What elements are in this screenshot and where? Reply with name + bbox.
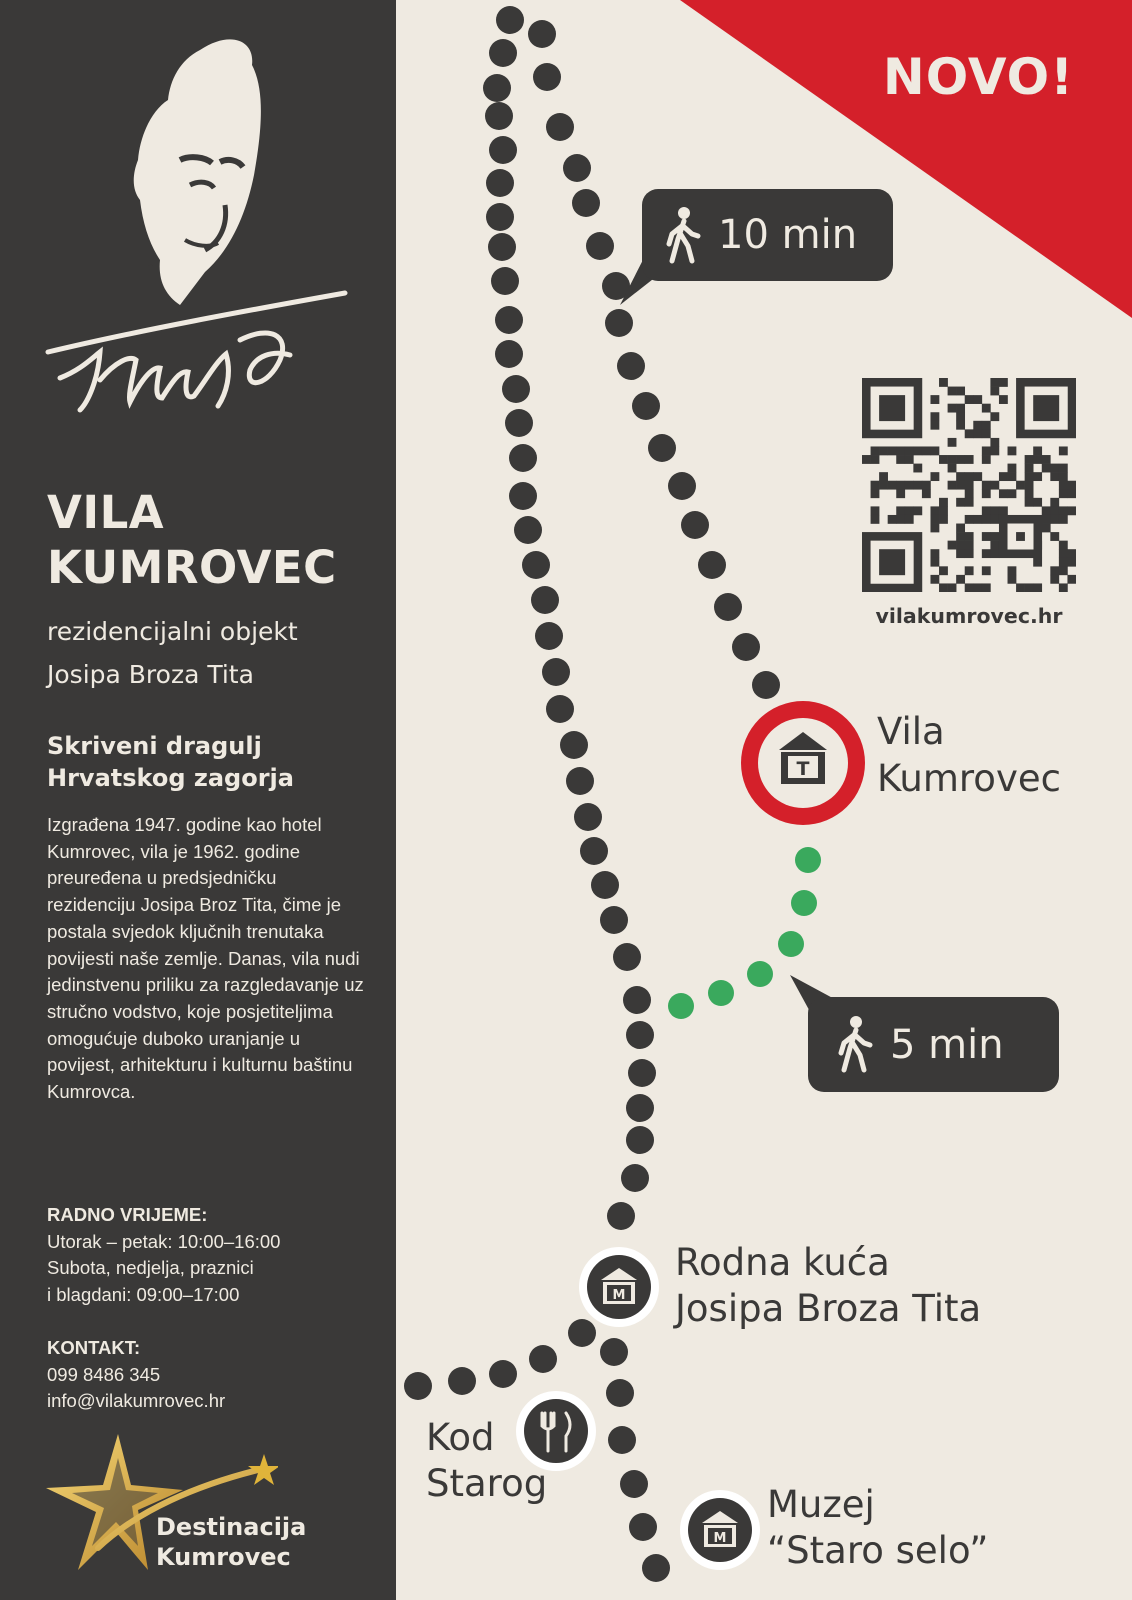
route-dot bbox=[546, 695, 574, 723]
route-dot bbox=[489, 1360, 517, 1388]
opening-hours-weekdays: Utorak – petak: 10:00–16:00 bbox=[47, 1230, 281, 1252]
vila-marker-letter: T bbox=[796, 758, 810, 780]
route-dot bbox=[620, 1470, 648, 1498]
route-dot bbox=[509, 482, 537, 510]
route-dot bbox=[632, 392, 660, 420]
opening-hours-holidays: i blagdani: 09:00–17:00 bbox=[47, 1284, 240, 1306]
opening-hours-weekend: Subota, nedjelja, praznici bbox=[47, 1257, 254, 1279]
route-dot bbox=[566, 767, 594, 795]
venue-tagline-line2: Hrvatskog zagorja bbox=[47, 764, 294, 792]
route-dot bbox=[732, 633, 760, 661]
venue-subtitle-line1: rezidencijalni objekt bbox=[47, 617, 298, 646]
place-vila-line1: Vila bbox=[877, 710, 945, 753]
route-dot bbox=[509, 444, 537, 472]
venue-title-line1: VILA bbox=[47, 486, 165, 539]
venue-subtitle bbox=[47, 610, 298, 696]
route-dot bbox=[617, 352, 645, 380]
walk-time-bubble-vila bbox=[642, 189, 893, 281]
qr-url[interactable]: vilakumrovec.hr bbox=[875, 604, 1063, 628]
route-dot bbox=[600, 906, 628, 934]
route-dot bbox=[605, 309, 633, 337]
signature bbox=[48, 293, 345, 410]
route-dot bbox=[489, 39, 517, 67]
route-dot bbox=[648, 434, 676, 462]
route-dot bbox=[514, 516, 542, 544]
route-dot bbox=[714, 593, 742, 621]
walking-person-icon bbox=[834, 1015, 874, 1073]
route-dot bbox=[488, 233, 516, 261]
destination-label bbox=[156, 1512, 306, 1572]
place-vila-line2: Kumrovec bbox=[877, 757, 1061, 800]
contact-email[interactable]: info@vilakumrovec.hr bbox=[47, 1390, 226, 1412]
route-dot bbox=[752, 671, 780, 699]
route-dot bbox=[483, 74, 511, 102]
walking-person-icon bbox=[662, 206, 702, 264]
route-dot bbox=[528, 20, 556, 48]
route-dot bbox=[623, 986, 651, 1014]
route-dot bbox=[628, 1059, 656, 1087]
route-dot bbox=[495, 340, 523, 368]
route-dot bbox=[489, 136, 517, 164]
place-rodna-line1: Rodna kuća bbox=[675, 1241, 890, 1284]
route-dot bbox=[529, 1345, 557, 1373]
walking-path-dot bbox=[791, 890, 817, 916]
route-dot bbox=[560, 731, 588, 759]
place-kod-line2: Starog bbox=[426, 1462, 548, 1505]
route-dot bbox=[698, 551, 726, 579]
route-dot bbox=[607, 1202, 635, 1230]
route-dot bbox=[626, 1094, 654, 1122]
qr-code[interactable] bbox=[862, 378, 1076, 592]
route-dot bbox=[608, 1426, 636, 1454]
opening-hours bbox=[47, 1202, 280, 1309]
place-label-muzej bbox=[767, 1482, 988, 1574]
route-dot bbox=[542, 658, 570, 686]
route-dot bbox=[668, 472, 696, 500]
route-dot bbox=[496, 6, 524, 34]
opening-hours-heading: RADNO VRIJEME: bbox=[47, 1204, 208, 1225]
route-dot bbox=[613, 943, 641, 971]
route-dot bbox=[495, 306, 523, 334]
route-dot bbox=[404, 1372, 432, 1400]
walk-time-vila: 10 min bbox=[718, 212, 858, 258]
place-label-rodna-kuca bbox=[675, 1240, 981, 1332]
route-dot bbox=[629, 1513, 657, 1541]
route-dot bbox=[486, 203, 514, 231]
route-dot bbox=[621, 1164, 649, 1192]
route-dot bbox=[591, 871, 619, 899]
route-dot bbox=[626, 1021, 654, 1049]
route-dot bbox=[502, 375, 530, 403]
route-dot bbox=[586, 232, 614, 260]
venue-tagline bbox=[47, 730, 294, 794]
route-dot bbox=[485, 102, 513, 130]
info-sidebar bbox=[0, 0, 396, 1600]
venue-title-line2: KUMROVEC bbox=[47, 541, 337, 594]
contact-heading: KONTAKT: bbox=[47, 1337, 141, 1358]
route-dot bbox=[580, 837, 608, 865]
rodna-kuca-marker[interactable] bbox=[579, 1247, 659, 1327]
venue-description: Izgrađena 1947. godine kao hotel Kumrovec, vila je 1962. godine preuređena u predsjedničku rezidenciju Josipa Broz Tita, čime je postala svjedok ključnih trenutaka povijesti naše zemlje. Danas, vila nudi jedinstvenu priliku za razgledavanje uz stručno vodstvo, koje posjetiteljima omogućuje duboko uranjanje u povijest, arhitekturu i kulturnu baštinu Kumrovca. bbox=[47, 814, 364, 1103]
muzej-marker[interactable] bbox=[680, 1490, 760, 1570]
place-label-kod-starog bbox=[426, 1415, 547, 1507]
route-dot bbox=[572, 189, 600, 217]
route-dot bbox=[568, 1319, 596, 1347]
portrait-illustration bbox=[40, 10, 360, 430]
walking-path-dot bbox=[708, 980, 734, 1006]
route-dot bbox=[491, 267, 519, 295]
place-kod-line1: Kod bbox=[426, 1416, 495, 1459]
route-dot bbox=[600, 1338, 628, 1366]
place-rodna-line2: Josipa Broza Tita bbox=[675, 1287, 982, 1330]
place-muzej-line2: “Staro selo” bbox=[767, 1529, 989, 1572]
muzej-marker-letter: M bbox=[713, 1531, 727, 1546]
route-dot bbox=[563, 154, 591, 182]
route-dot bbox=[533, 63, 561, 91]
walking-path-dot bbox=[778, 931, 804, 957]
route-dot bbox=[606, 1379, 634, 1407]
destination-line1: Destinacija bbox=[156, 1513, 307, 1541]
walking-path-dot bbox=[795, 847, 821, 873]
walking-path-dot bbox=[747, 961, 773, 987]
contact-info bbox=[47, 1335, 225, 1415]
venue-tagline-line1: Skriveni dragulj bbox=[47, 732, 262, 760]
route-dot bbox=[531, 586, 559, 614]
venue-title bbox=[47, 485, 337, 595]
route-dot bbox=[486, 169, 514, 197]
place-label-vila bbox=[877, 708, 1061, 802]
route-dot bbox=[681, 511, 709, 539]
route-dot bbox=[535, 622, 563, 650]
route-dot bbox=[448, 1367, 476, 1395]
route-dot bbox=[522, 551, 550, 579]
place-muzej-line1: Muzej bbox=[767, 1483, 875, 1526]
walking-path-dot bbox=[668, 993, 694, 1019]
contact-phone[interactable]: 099 8486 345 bbox=[47, 1363, 161, 1385]
walk-time-bubble-rodna bbox=[808, 997, 1059, 1092]
destination-line2: Kumrovec bbox=[156, 1543, 291, 1571]
route-dot bbox=[574, 803, 602, 831]
walk-time-rodna: 5 min bbox=[890, 1021, 1004, 1068]
rodna-marker-letter: M bbox=[612, 1288, 626, 1303]
route-dot bbox=[626, 1126, 654, 1154]
route-dot bbox=[505, 409, 533, 437]
route-dot bbox=[642, 1554, 670, 1582]
route-dot bbox=[546, 113, 574, 141]
vila-marker[interactable] bbox=[741, 701, 865, 825]
venue-subtitle-line2: Josipa Broza Tita bbox=[47, 660, 254, 689]
new-badge: NOVO! bbox=[882, 48, 1074, 106]
